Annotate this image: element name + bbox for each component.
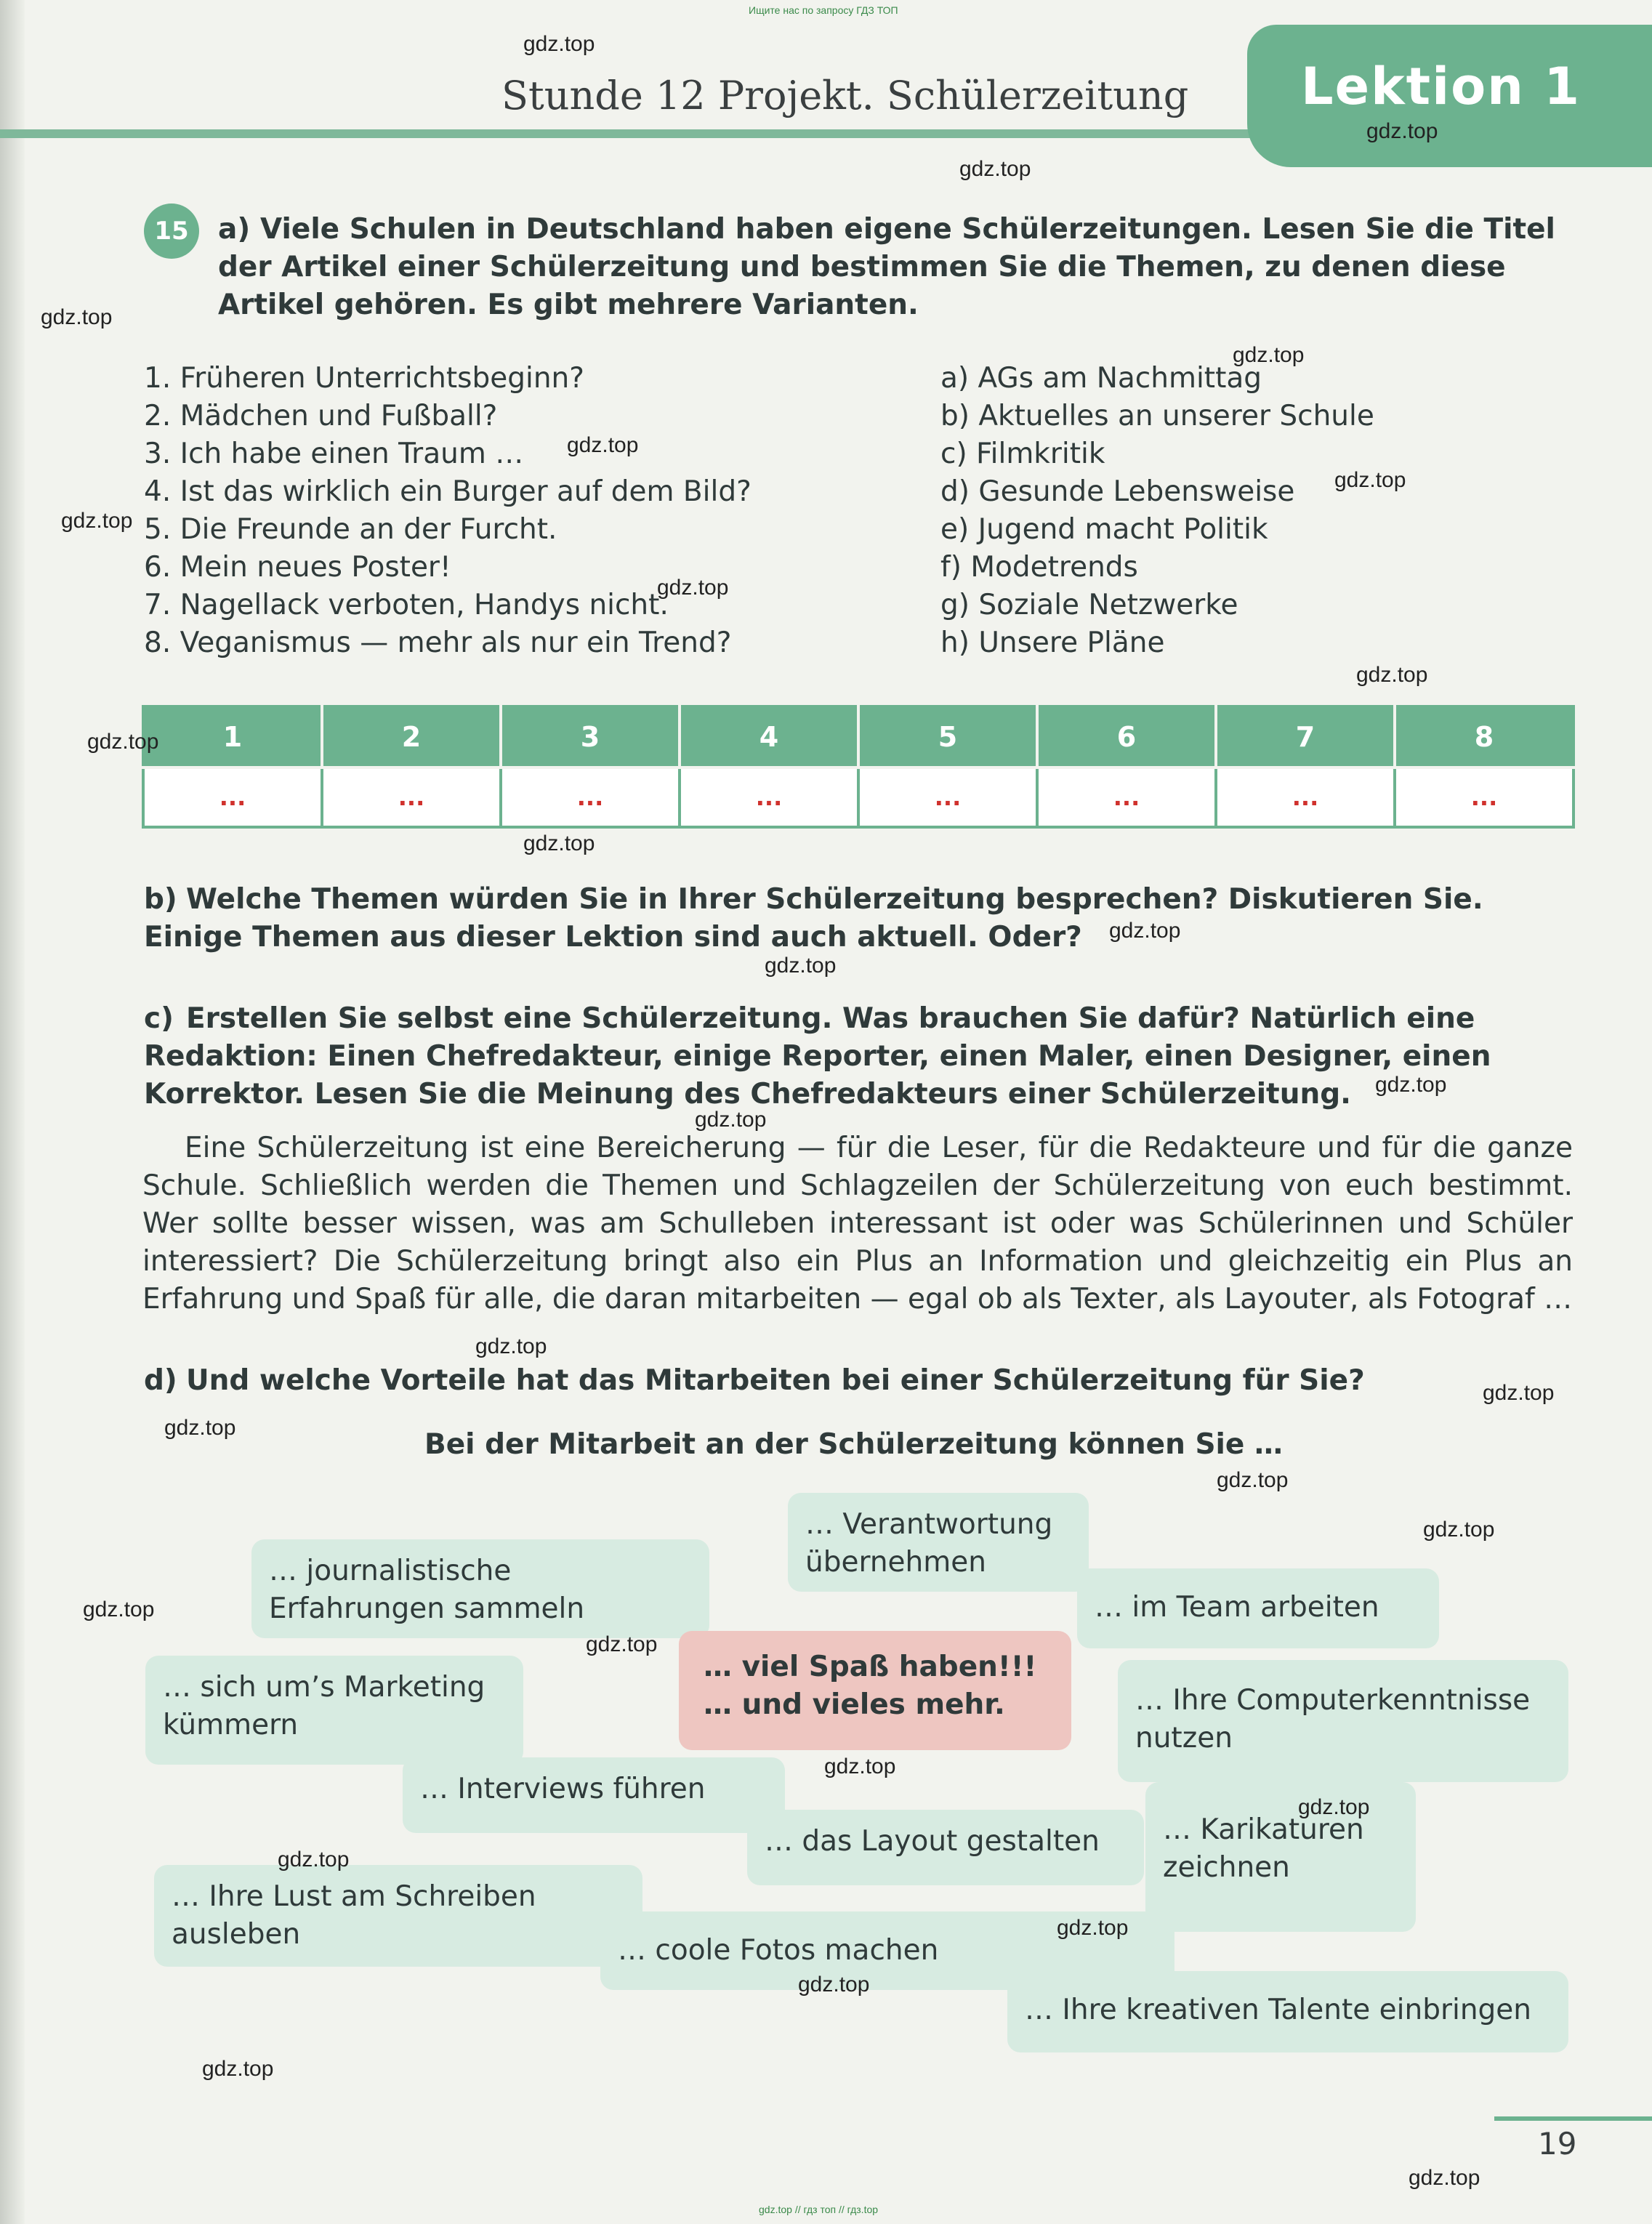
opinion-paragraph: Eine Schülerzeitung ist eine Bereicherung — für die Leser, für die Redakteure und für die ganze Schule. Schließlich werden die Themen und Schlagzeilen der Schülerzeitung von euch bestimmt. Wer sollte besser wissen, was am Schulleben interessant ist oder was Schülerinnen und Schüler interessiert? Die Schülerzeitung bringt also ein Plus an Information und gleichzeitig ein Plus an Erfahrung und Spaß für alle, die daran mitarbeiten — egal ob als Texter, als Layouter, als Fotograf …: [142, 1132, 1573, 1316]
list-item: 2. Mädchen und Fußball?: [144, 400, 498, 432]
watermark: gdz.top: [1366, 119, 1438, 143]
watermark: gdz.top: [1423, 1518, 1495, 1542]
task-a: [218, 211, 1576, 324]
watermark: gdz.top: [1109, 919, 1181, 943]
answer-table-row: [143, 767, 1574, 827]
answer-cell: ...: [1395, 767, 1574, 827]
answer-cell: ...: [680, 767, 858, 827]
watermark: gdz.top: [475, 1334, 547, 1358]
answer-table: [142, 705, 1575, 829]
task-d-text: Und welche Vorteile hat das Mitarbeiten bei einer Schülerzeitung für Sie?: [186, 1364, 1365, 1397]
list-item: 1. Früheren Unterrichtsbeginn?: [144, 362, 584, 395]
list-item: 4. Ist das wirklich ein Burger auf dem Bild?: [144, 475, 752, 508]
header-cell: 6: [1037, 706, 1216, 767]
watermark: gdz.top: [798, 1973, 870, 1997]
list-item: h) Unsere Pläne: [940, 626, 1165, 659]
watermark: gdz.top: [61, 509, 133, 533]
watermark: gdz.top: [1409, 2166, 1480, 2190]
task-b-text: Welche Themen würden Sie in Ihrer Schülerzeitung besprechen? Diskutieren Sie. Einige Themen aus dieser Lektion sind auch aktuell. Oder?: [144, 883, 1483, 954]
header-cell: 4: [680, 706, 858, 767]
task-a-label: a): [218, 213, 251, 246]
watermark: gdz.top: [164, 1416, 236, 1440]
list-item: 6. Mein neues Poster!: [144, 551, 451, 584]
bubbles-heading: Bei der Mitarbeit an der Schülerzeitung können Sie …: [424, 1428, 1283, 1461]
watermark: gdz.top: [567, 433, 639, 457]
watermark: gdz.top: [1375, 1073, 1447, 1097]
task-d-label: d): [144, 1364, 177, 1397]
header-line: [0, 129, 1308, 138]
header-cell: 2: [322, 706, 501, 767]
watermark: gdz.top: [657, 576, 729, 600]
watermark: gdz.top: [523, 831, 595, 855]
book-spine: [0, 0, 25, 2224]
top-note: Ищите нас по запросу ГДЗ ТОП: [749, 4, 898, 16]
list-item: 5. Die Freunde an der Furcht.: [144, 513, 557, 546]
list-item: d) Gesunde Lebensweise: [940, 475, 1295, 508]
header-cell: 8: [1395, 706, 1574, 767]
bubble-verantwortung: … Verantwortung übernehmen: [788, 1493, 1089, 1592]
bubble-karikaturen: … Karikaturen zeichnen: [1145, 1782, 1416, 1932]
task-c: [144, 1000, 1576, 1113]
list-item: 8. Veganismus — mehr als nur ein Trend?: [144, 626, 732, 659]
bottom-note: gdz.top // гдз топ // гдз.top: [759, 2204, 879, 2215]
list-item: e) Jugend macht Politik: [940, 513, 1268, 546]
task-b: [144, 881, 1576, 956]
page-number-line: [1494, 2116, 1652, 2121]
list-item: g) Soziale Netzwerke: [940, 589, 1238, 621]
list-item: a) AGs am Nachmittag: [940, 362, 1262, 395]
header-cell: 5: [858, 706, 1037, 767]
watermark: gdz.top: [41, 305, 113, 329]
answer-cell: ...: [143, 767, 322, 827]
list-item: b) Aktuelles an unserer Schule: [940, 400, 1374, 432]
lesson-title: Lektion 1: [1301, 57, 1582, 116]
header-cell: 7: [1216, 706, 1395, 767]
bubble-journalistische: … journalistische Erfahrungen sammeln: [251, 1539, 709, 1638]
watermark: gdz.top: [523, 32, 595, 56]
header-cell: 1: [143, 706, 322, 767]
watermark: gdz.top: [1298, 1795, 1370, 1819]
task-a-text: Viele Schulen in Deutschland haben eigene Schülerzeitungen. Lesen Sie die Titel der Artikel einer Schülerzeitung und bestimmen Sie die Themen, zu denen diese Artikel gehören. Es gibt mehrere Varianten.: [218, 213, 1555, 321]
answer-table-header: [143, 706, 1574, 767]
answer-cell: ...: [858, 767, 1037, 827]
page-number: 19: [1538, 2126, 1577, 2161]
watermark: gdz.top: [765, 954, 837, 978]
watermark: gdz.top: [1483, 1381, 1555, 1405]
list-item: f) Modetrends: [940, 551, 1138, 584]
task-d: [144, 1362, 1576, 1400]
bubble-marketing: … sich um’s Marketing kümmern: [145, 1656, 523, 1765]
bubble-center: … viel Spaß haben!!! … und vieles mehr.: [679, 1631, 1071, 1750]
list-item: 7. Nagellack verboten, Handys nicht.: [144, 589, 669, 621]
task-b-label: b): [144, 883, 177, 916]
watermark: gdz.top: [1233, 343, 1305, 367]
watermark: gdz.top: [87, 730, 159, 754]
answer-cell: ...: [322, 767, 501, 827]
watermark: gdz.top: [959, 157, 1031, 181]
bubble-fotos: … coole Fotos machen: [600, 1911, 1174, 1990]
page-title: Stunde 12 Projekt. Schülerzeitung: [501, 73, 1189, 118]
bubble-layout: … das Layout gestalten: [747, 1810, 1144, 1885]
watermark: gdz.top: [1217, 1468, 1289, 1492]
answer-cell: ...: [1037, 767, 1216, 827]
bubble-interviews: … Interviews führen: [403, 1757, 785, 1833]
watermark: gdz.top: [202, 2057, 274, 2081]
watermark: gdz.top: [824, 1754, 896, 1778]
list-item: c) Filmkritik: [940, 438, 1105, 470]
watermark: gdz.top: [586, 1632, 658, 1656]
answer-cell: ...: [1216, 767, 1395, 827]
task-c-label: c): [144, 1002, 174, 1035]
watermark: gdz.top: [1057, 1916, 1129, 1940]
list-item: 3. Ich habe einen Traum …: [144, 438, 524, 470]
answer-cell: ...: [501, 767, 680, 827]
task-c-text: Erstellen Sie selbst eine Schülerzeitung. Was brauchen Sie dafür? Natürlich eine Redaktion: Einen Chefredakteur, einige Reporter, einen Maler, einen Designer, einen Korrektor. Lesen Sie die Meinung des Chefredakteurs einer Schülerzeitung.: [144, 1002, 1491, 1111]
watermark: gdz.top: [695, 1108, 767, 1132]
header-cell: 3: [501, 706, 680, 767]
exercise-number-badge: 15: [144, 204, 199, 259]
bubble-talente: … Ihre kreativen Talente einbringen: [1007, 1971, 1568, 2052]
watermark: gdz.top: [1334, 468, 1406, 492]
bubble-schreiben: … Ihre Lust am Schreiben ausleben: [154, 1865, 642, 1967]
watermark: gdz.top: [278, 1848, 350, 1872]
bubble-team: … im Team arbeiten: [1077, 1568, 1439, 1648]
watermark: gdz.top: [83, 1598, 155, 1621]
bubble-computer: … Ihre Computerkenntnisse nutzen: [1118, 1660, 1568, 1782]
watermark: gdz.top: [1356, 663, 1428, 687]
